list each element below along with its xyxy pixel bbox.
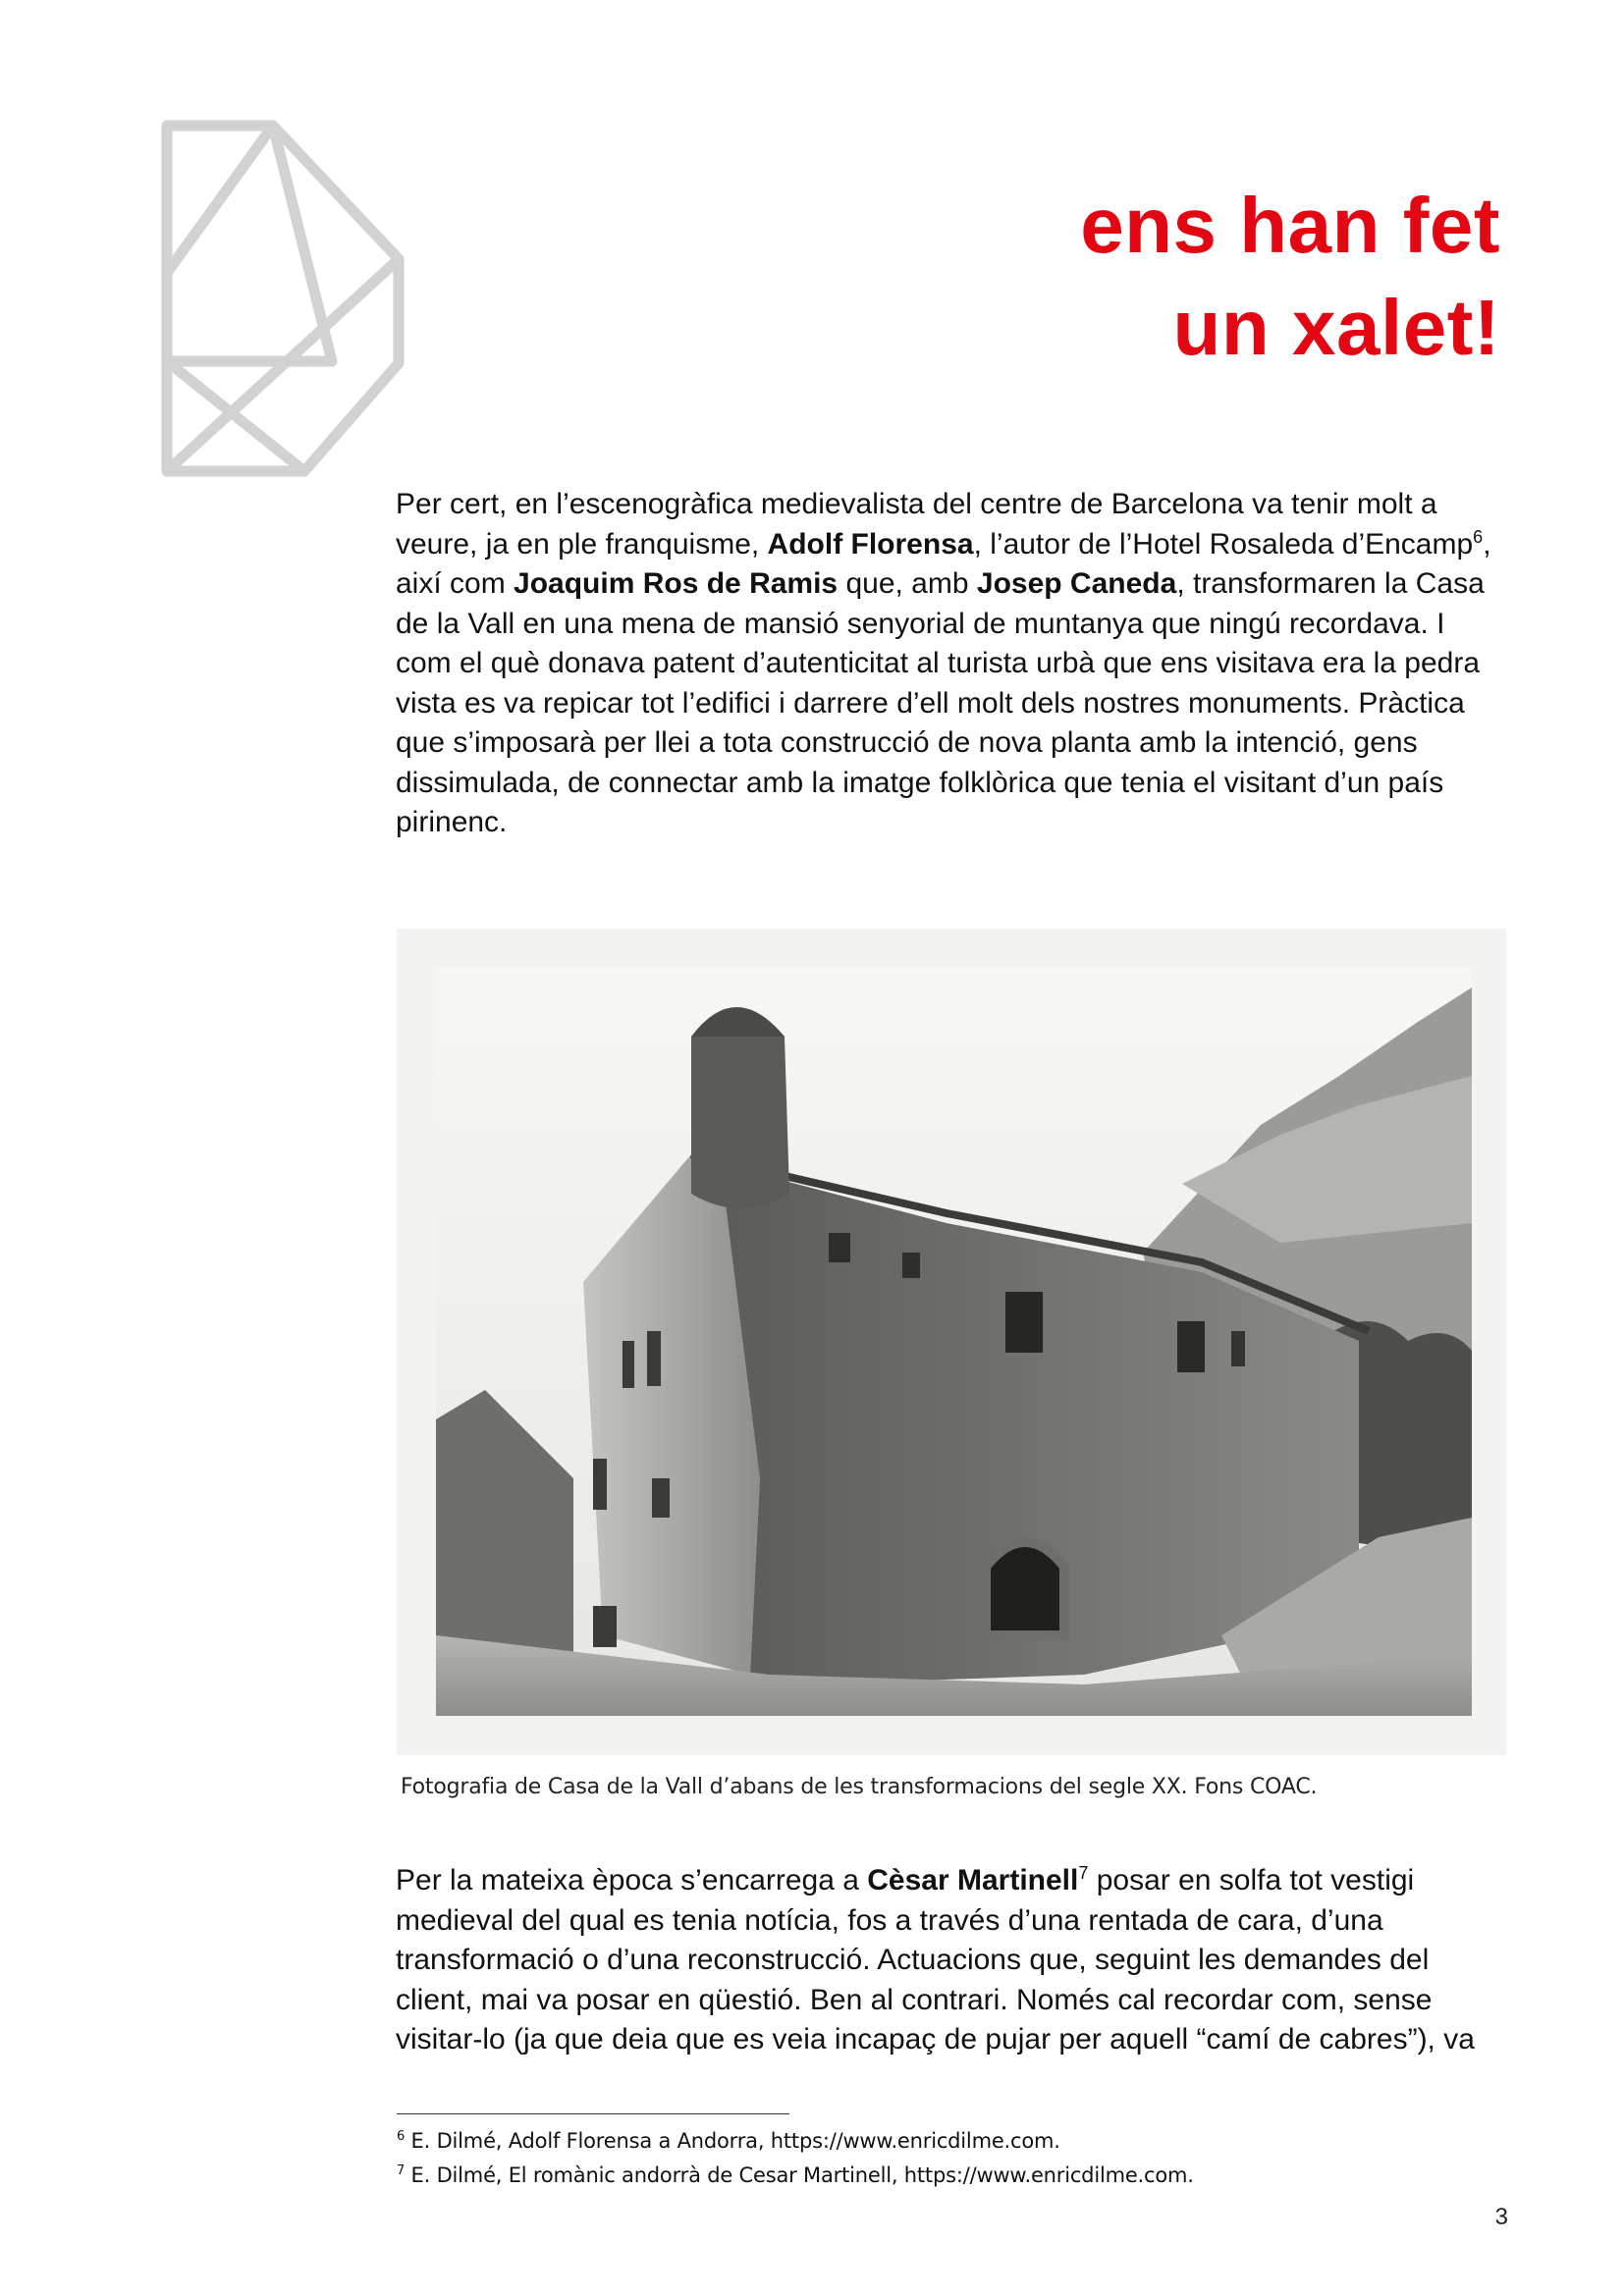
title-line-2: un xalet! bbox=[1172, 284, 1500, 371]
photo-caption: Fotografia de Casa de la Vall d’abans de les transformacions del segle XX. Fons COAC. bbox=[401, 1775, 1318, 1799]
footnote-text: E. Dilmé, Adolf Florensa a Andorra, https://www.enricdilme.com. bbox=[405, 2129, 1060, 2153]
name-adolf-florensa: Adolf Florensa bbox=[767, 527, 974, 561]
name-cesar-martinell: Cèsar Martinell bbox=[867, 1864, 1079, 1896]
footnote-number: 7 bbox=[397, 2163, 406, 2178]
name-joaquim-ros-de-ramis: Joaquim Ros de Ramis bbox=[514, 567, 839, 600]
body-paragraph-2 bbox=[396, 1861, 1493, 2060]
footnote-7 bbox=[397, 2159, 1194, 2193]
footnote-number: 6 bbox=[397, 2129, 406, 2144]
footnote-divider bbox=[397, 2113, 789, 2114]
paragraph-text: , l’autor de l’Hotel Rosaleda d’Encamp bbox=[973, 527, 1474, 561]
body-paragraph-1 bbox=[396, 485, 1493, 843]
paragraph-text: Per la mateixa època s’encarrega a bbox=[396, 1864, 868, 1896]
photo-arched-door bbox=[986, 1542, 1064, 1635]
footnote-6 bbox=[397, 2124, 1194, 2159]
paragraph-text: Per cert, en l’escenogràfica medievalista del centre de Barcelona va tenir molt a veure, ja en ple franquisme, bbox=[396, 488, 1437, 561]
page-number: 3 bbox=[1494, 2204, 1508, 2230]
title-line-1: ens han fet bbox=[1080, 182, 1500, 269]
paragraph-text: , així com bbox=[396, 527, 1491, 600]
paragraph-text: , transformaren la Casa de la Vall en una mena de mansió senyorial de muntanya que ningú recordava. I com el què donava patent d’autenticitat al turista urbà que ens visitava era la pedra vista es va repicar tot l’edifici i darrere d’ell molt dels nostres monuments. Pràctica que s’imposarà per llei a tota construcció de nova planta amb la intenció, gens dissimulada, de connectar amb la imatge folklòrica que tenia el visitant d’un país pirinenc. bbox=[396, 567, 1485, 838]
photo-turret bbox=[691, 1012, 789, 1208]
photo-window bbox=[1005, 1292, 1043, 1353]
name-josep-caneda: Josep Caneda bbox=[976, 567, 1177, 600]
footnote-ref-6[interactable]: 6 bbox=[1473, 526, 1484, 547]
footnote-text: E. Dilmé, El romànic andorrà de Cesar Martinell, https://www.enricdilme.com. bbox=[405, 2163, 1194, 2187]
footnote-ref-7[interactable]: 7 bbox=[1078, 1863, 1089, 1883]
historic-photo-casa-de-la-vall bbox=[397, 929, 1506, 1755]
paragraph-text: que, amb bbox=[838, 567, 977, 600]
footnotes bbox=[397, 2124, 1194, 2193]
paragraph-text: posar en solfa tot vestigi medieval del qual es tenia notícia, fos a través d’una rentada de cara, d’una transformació o d’una reconstrucció. Actuacions que, seguint les demandes del client, mai va posar en qüestió. Ben al contrari. Només cal recordar com, sense visitar-lo (ja que deia que es veia incapaç de pujar per aquell “camí de cabres”), va bbox=[396, 1864, 1475, 2056]
folded-d-logo-icon bbox=[157, 116, 412, 481]
page-title bbox=[1080, 175, 1500, 379]
